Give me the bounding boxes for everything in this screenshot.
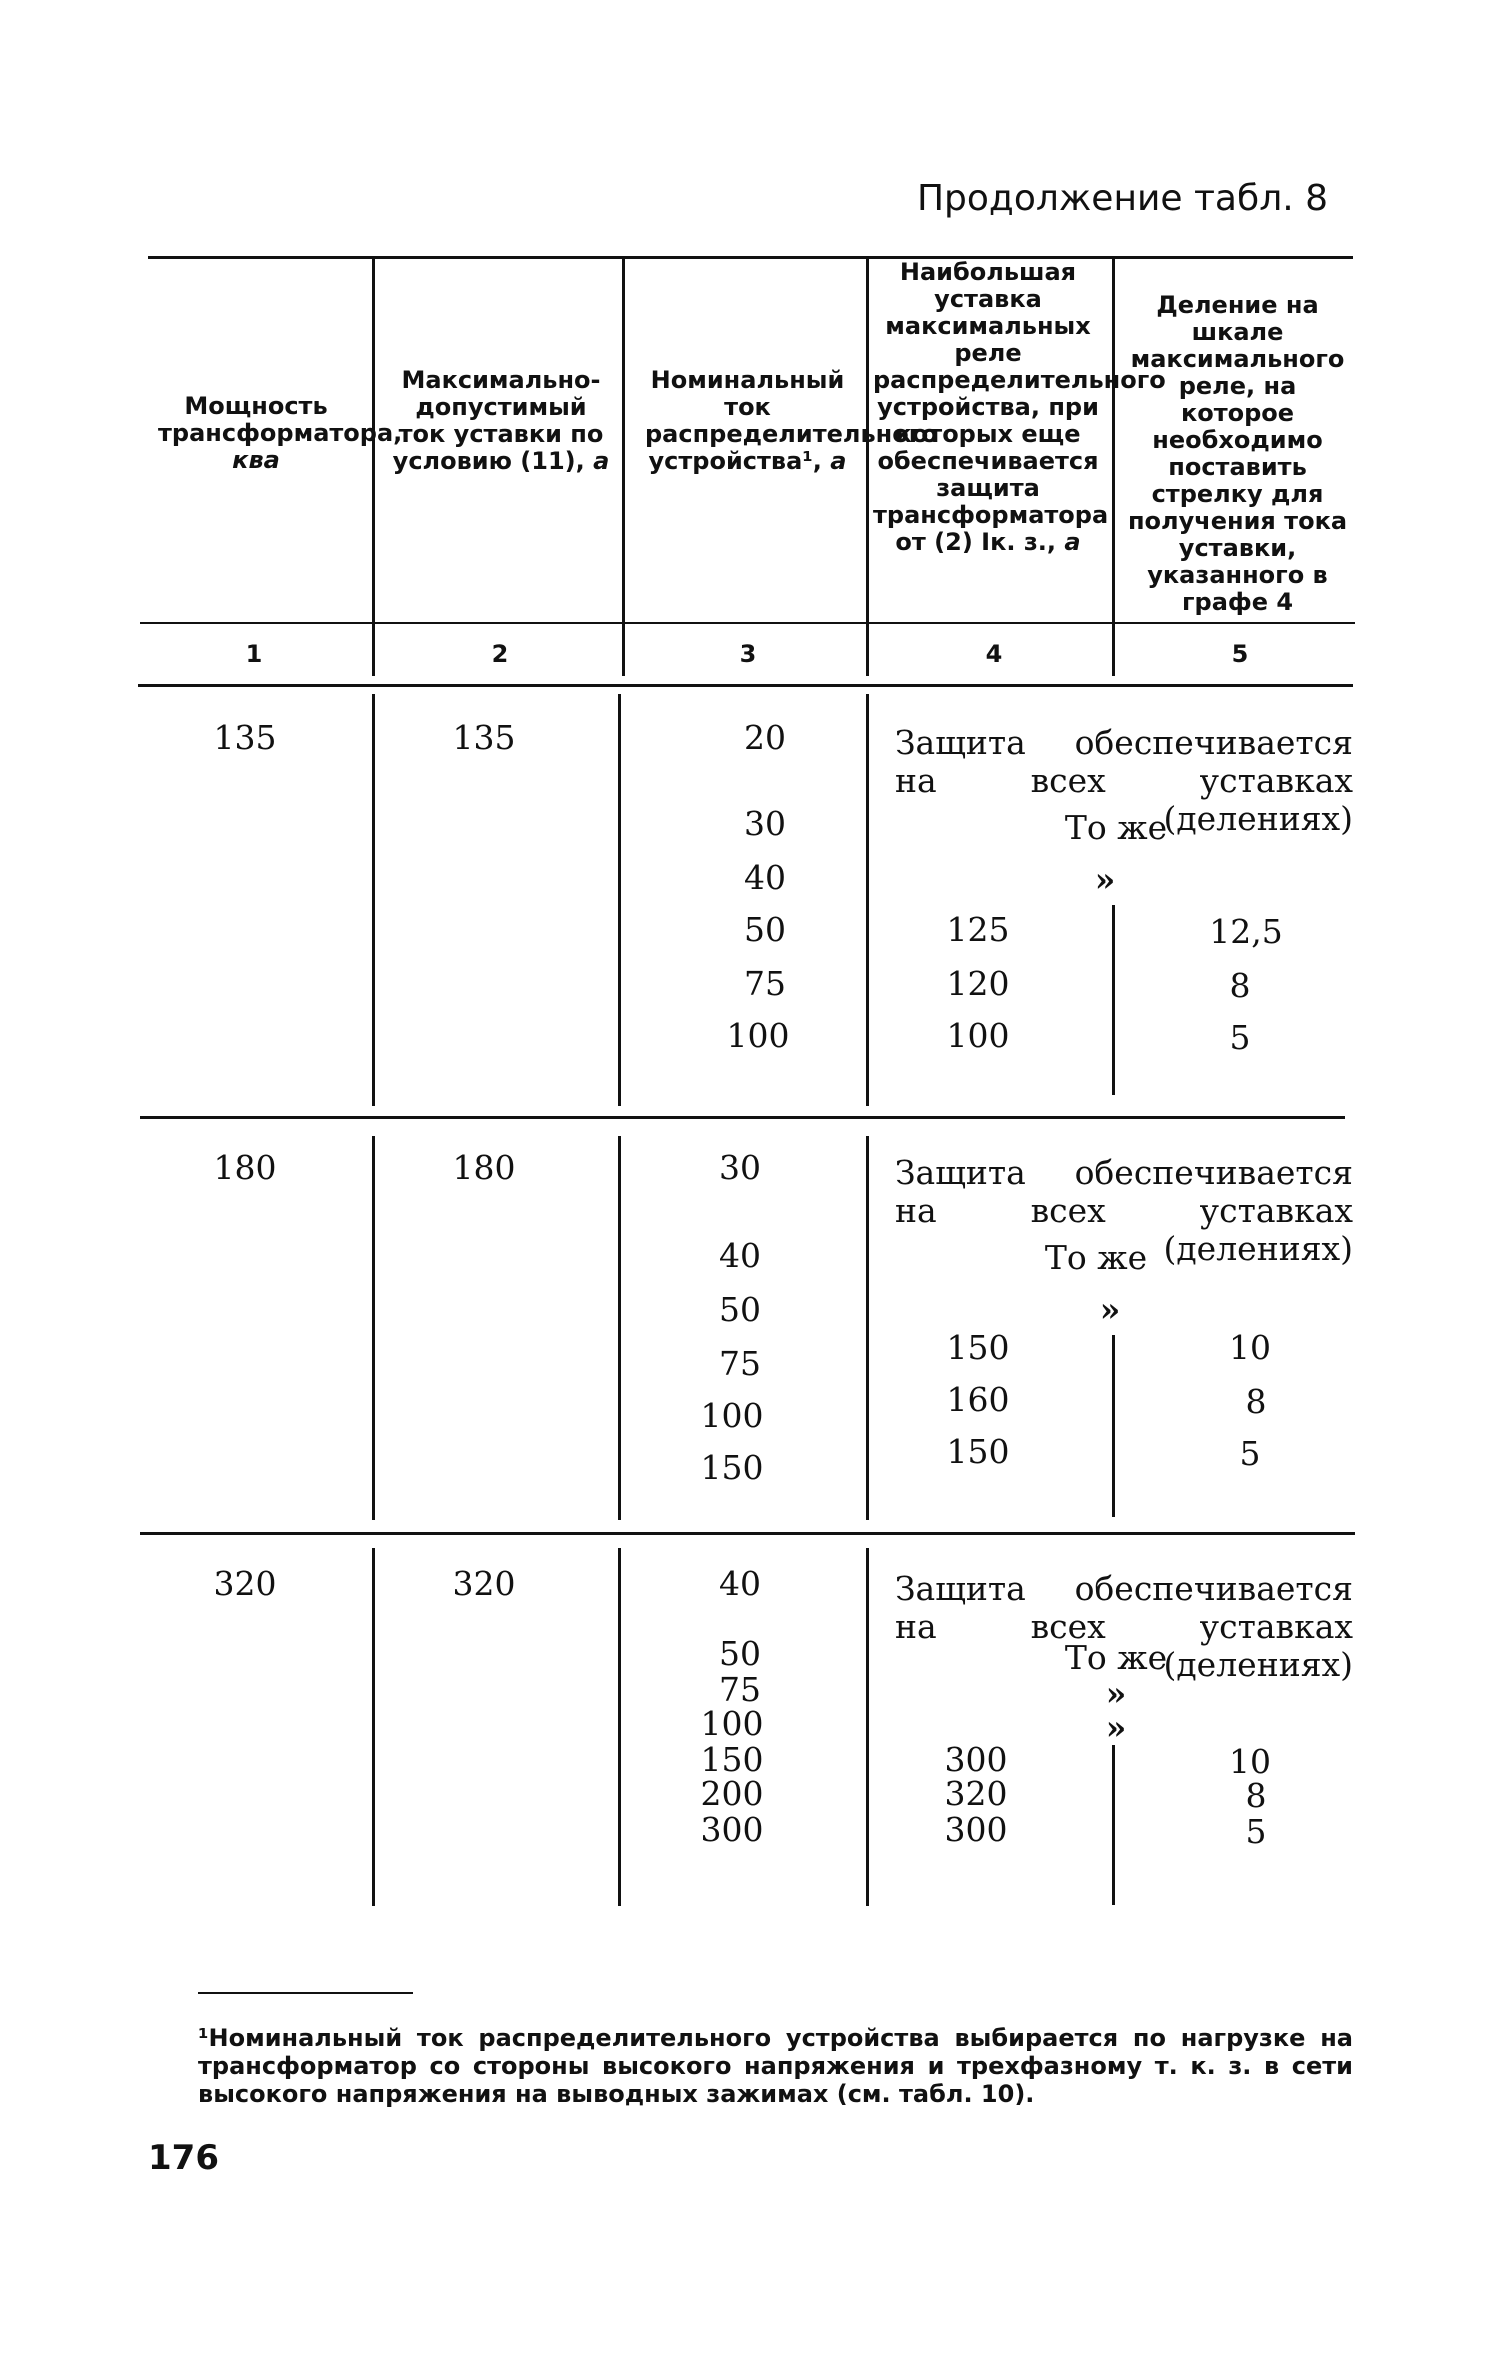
nominal-current-cell: 100 [700, 1396, 764, 1435]
column-number: 1 [245, 640, 263, 668]
nominal-current-cell: 50 [719, 1634, 761, 1673]
max-setting-cell: 120 [946, 964, 1010, 1003]
nominal-current-cell: 150 [700, 1448, 764, 1487]
nominal-current-cell: 40 [744, 858, 786, 897]
column-number: 5 [1231, 640, 1249, 668]
header-separator [622, 256, 625, 676]
scale-division-cell: 8 [1245, 1382, 1267, 1421]
max-setting-cell: 100 [946, 1016, 1010, 1055]
nominal-current-cell: 100 [700, 1704, 764, 1743]
protection-note: Защита обеспечивается на всех уставках (делениях) [895, 1153, 1353, 1268]
same-note: То же [1064, 1638, 1168, 1677]
setting-division-separator [1112, 1335, 1115, 1517]
protection-note: Защита обеспечивается на всех уставках (делениях) [895, 723, 1353, 838]
nominal-current-cell: 40 [719, 1236, 761, 1275]
nominal-current-cell: 30 [744, 804, 786, 843]
group-separator [372, 1548, 375, 1906]
group-separator [372, 694, 375, 1106]
scale-division-cell: 5 [1229, 1018, 1251, 1057]
column-number-top-rule [140, 622, 1355, 624]
scale-division-cell: 8 [1229, 966, 1251, 1005]
scale-division-cell: 10 [1229, 1742, 1271, 1781]
max-setting-cell: 160 [946, 1380, 1010, 1419]
nominal-current-cell: 75 [719, 1344, 761, 1383]
group-separator [372, 1136, 375, 1520]
same-note: То же [1044, 1238, 1148, 1277]
power-cell: 135 [213, 718, 277, 757]
nominal-current-cell: 100 [726, 1016, 790, 1055]
column-header-max-setting: Наибольшая уставка максимальных реле распределительного устройства, при которых еще обеспечивается защита трансформатора от (2) Iк. з., а [873, 258, 1166, 556]
table-top-rule [148, 256, 1353, 259]
header-separator [372, 256, 375, 676]
ditto-mark: » [1099, 1290, 1121, 1329]
max-setting-cell: 125 [946, 910, 1010, 949]
nominal-current-cell: 30 [719, 1148, 761, 1187]
ditto-mark: » [1094, 860, 1116, 899]
group-rule [140, 1532, 1355, 1535]
nominal-current-cell: 20 [744, 718, 786, 757]
max-current-cell: 135 [452, 718, 516, 757]
nominal-current-cell: 40 [719, 1564, 761, 1603]
ditto-mark: » [1105, 1674, 1127, 1713]
max-setting-cell: 300 [944, 1810, 1008, 1849]
nominal-current-cell: 50 [719, 1290, 761, 1329]
max-setting-cell: 300 [944, 1740, 1008, 1779]
nominal-current-cell: 75 [744, 964, 786, 1003]
setting-division-separator [1112, 905, 1115, 1095]
column-header-scale-division: Деление на шкале максимального реле, на которое необходимо поставить стрелку для получения тока уставки, указанного в графе 4 [1127, 291, 1348, 616]
group-separator [866, 1548, 869, 1906]
scale-division-cell: 12,5 [1209, 912, 1283, 951]
max-setting-cell: 150 [946, 1328, 1010, 1367]
column-header-max-current: Максимально-допустимый ток уставки по условию (11), а [392, 366, 610, 475]
column-header-nominal-current: Номинальный ток распределительного устройства¹, а [645, 366, 938, 475]
max-current-cell: 320 [452, 1564, 516, 1603]
setting-division-separator [1112, 1745, 1115, 1905]
power-cell: 320 [213, 1564, 277, 1603]
footnote-text: ¹Номинальный ток распределительного устройства выбирается по нагрузке на трансформатор со стороны высокого напряжения и трехфазному т. к. з. в сети высокого напряжения на выводных зажимах (см. табл. 10). [198, 2024, 1353, 2108]
nominal-current-cell: 50 [744, 910, 786, 949]
power-cell: 180 [213, 1148, 277, 1187]
column-number: 2 [491, 640, 509, 668]
group-separator [618, 1548, 621, 1906]
page-number: 176 [148, 2138, 219, 2178]
header-separator [866, 256, 869, 676]
nominal-current-cell: 200 [700, 1774, 764, 1813]
footnote-rule [198, 1992, 413, 1994]
group-separator [866, 1136, 869, 1520]
scale-division-cell: 8 [1245, 1776, 1267, 1815]
table-continuation-title: Продолжение табл. 8 [916, 178, 1328, 219]
scale-division-cell: 5 [1245, 1812, 1267, 1851]
column-number-bottom-rule [138, 684, 1353, 687]
max-setting-cell: 150 [946, 1432, 1010, 1471]
protection-note: Защита обеспечивается на всех уставках (делениях) [895, 1569, 1353, 1684]
group-rule [140, 1116, 1345, 1119]
nominal-current-cell: 75 [719, 1670, 761, 1709]
nominal-current-cell: 300 [700, 1810, 764, 1849]
column-number: 4 [985, 640, 1003, 668]
header-separator [1112, 256, 1115, 676]
max-setting-cell: 320 [944, 1774, 1008, 1813]
same-note: То же [1064, 808, 1168, 847]
group-separator [618, 1136, 621, 1520]
column-number: 3 [739, 640, 757, 668]
column-header-power: Мощность трансформатора, ква [158, 392, 403, 474]
scale-division-cell: 5 [1239, 1434, 1261, 1473]
nominal-current-cell: 150 [700, 1740, 764, 1779]
group-separator [866, 694, 869, 1106]
group-separator [618, 694, 621, 1106]
max-current-cell: 180 [452, 1148, 516, 1187]
ditto-mark: » [1105, 1708, 1127, 1747]
scale-division-cell: 10 [1229, 1328, 1271, 1367]
